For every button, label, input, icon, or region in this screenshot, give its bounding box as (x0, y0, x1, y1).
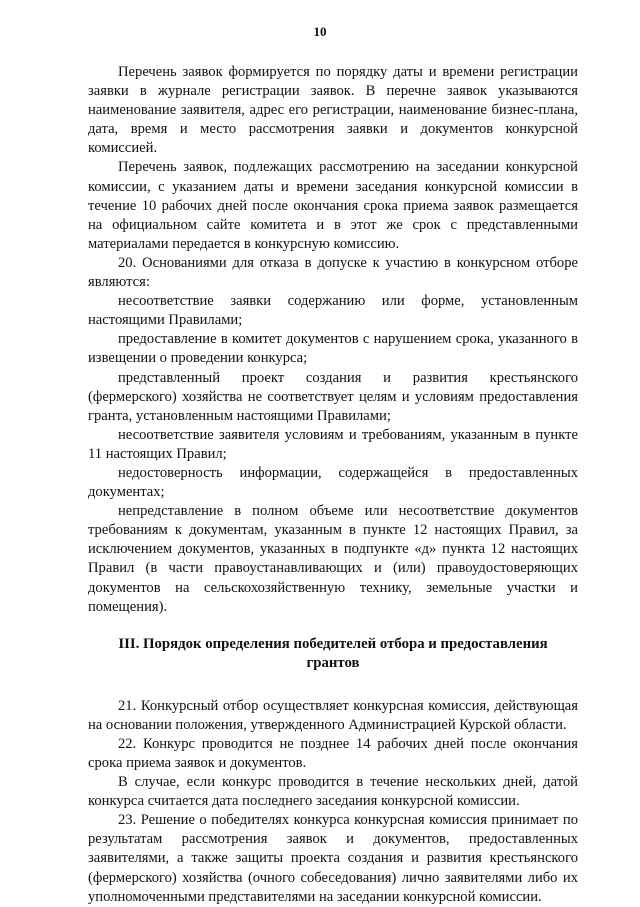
list-item: несоответствие заявки содержанию или форме, установленным настоящими Правилами; (88, 293, 578, 329)
list-item: предоставление в комитет документов с нарушением срока, указанного в извещении о проведении конкурса; (88, 331, 578, 367)
paragraph: 22. Конкурс проводится не позднее 14 рабочих дней после окончания срока приема заявок и документов. (88, 735, 578, 771)
paragraph: В случае, если конкурс проводится в течение нескольких дней, датой конкурса считается дата последнего заседания конкурсной комиссии. (88, 774, 578, 810)
paragraph: 21. Конкурсный отбор осуществляет конкурсная комиссия, действующая на основании положения, утвержденного Администрацией Курской области. (88, 697, 578, 733)
list-item: несоответствие заявителя условиям и требованиям, указанным в пункте 11 настоящих Правил; (88, 426, 578, 462)
list-item: представленный проект создания и развития крестьянского (фермерского) хозяйства не соответствует целям и условиям предоставления гранта, установленным настоящими Правилами; (88, 369, 578, 424)
section-heading: III. Порядок определения победителей отбора и предоставления грантов (118, 635, 548, 672)
paragraph: 20. Основаниями для отказа в допуске к участию в конкурсном отборе являются: (88, 254, 578, 291)
list-item: недостоверность информации, содержащейся в предоставленных документах; (88, 464, 578, 501)
paragraph: Перечень заявок, подлежащих рассмотрению на заседании конкурсной комиссии, с указанием даты и времени заседания конкурсной комиссии в течение 10 рабочих дней после окончания срока приема заявок размещается на официальном сайте комитета и в этот же срок с представленными материалами передается в конкурсную комиссию. (88, 159, 578, 252)
list-item: непредставление в полном объеме или несоответствие документов требованиям к документам, указанным в пункте 12 настоящих Правил, за исключением документов, указанных в подпункте «д» пункта 12 настоящих Правил (в части правоустанавливающих и (или) правоудостоверяющих документов на сельскохозяйственную технику, земельные участки и помещения). (88, 503, 578, 615)
document-body (88, 63, 578, 907)
paragraph: Перечень заявок формируется по порядку даты и времени регистрации заявки в журнале регистрации заявок. В перечне заявок указываются наименование заявителя, адрес его регистрации, наименование бизнес-плана, дата, время и место рассмотрения заявки и документов конкурсной комиссией. (88, 64, 578, 157)
paragraph: 23. Решение о победителях конкурса конкурсная комиссия принимает по результатам рассмотрения заявок и документов, предоставленных заявителями, а также защиты проекта создания и развития крестьянского (фермерского) хозяйства (очного собеседования) лично заявителями либо их уполномоченными представителями на заседании конкурсной комиссии. (88, 812, 578, 905)
page-number: 10 (313, 24, 327, 39)
